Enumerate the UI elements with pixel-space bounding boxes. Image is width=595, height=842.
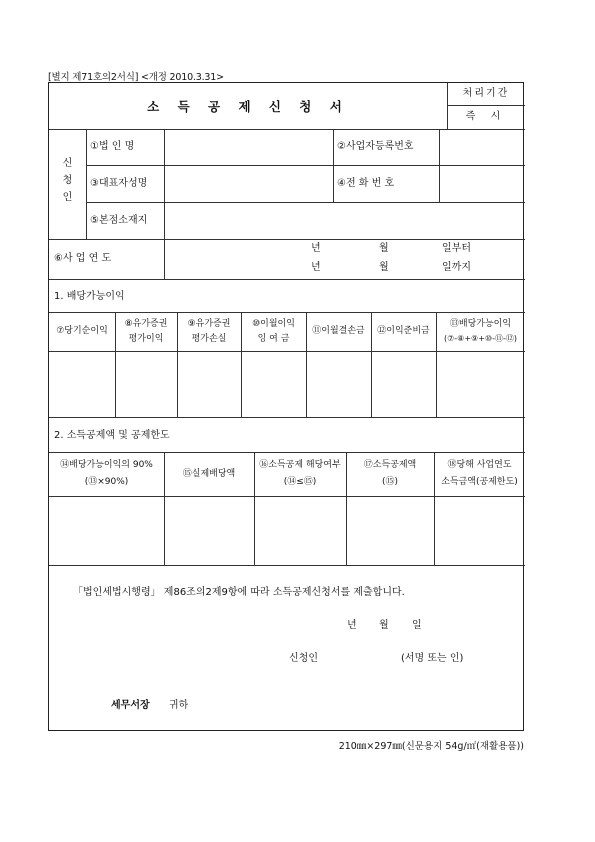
address-label: ⑤본점소재지: [90, 215, 148, 226]
phone-label: ④전 화 번 호: [337, 178, 395, 189]
tax-office-name: 세무서장: [111, 700, 150, 711]
section2-title: 2. 소득공제액 및 공제한도: [54, 430, 170, 441]
to-month: 월: [379, 262, 389, 273]
to-year: 년: [311, 262, 321, 273]
biz-reg-no-label: ②사업자등록번호: [337, 141, 414, 152]
section2-bottom-line: [49, 565, 525, 566]
from-year: 년: [311, 243, 321, 254]
s1-h-distributable-formula: (⑦-⑧+⑨+⑩-⑪-⑫): [444, 334, 517, 343]
s2-h-90pct-formula: (⑬×90%): [84, 477, 129, 487]
declaration-text: 「법인세법시행령」 제86조의2제9항에 따라 소득공제신청서를 제출합니다.: [73, 587, 405, 598]
s1-h-retained-earnings-2: 잉 여 금: [257, 334, 290, 344]
s2-h-deduction-amount: ⑰소득공제액: [363, 460, 417, 470]
applicant-row2-line: [86, 202, 525, 203]
field-label-col: [164, 129, 165, 279]
s1-h-net-income: ⑦당기순이익: [56, 326, 108, 336]
date-month: 월: [379, 620, 389, 631]
paper-spec-note: 210㎜×297㎜(신문용지 54g/㎡(재활용품)): [338, 741, 524, 752]
s1-h-securities-gain-2: 평가이익: [128, 334, 164, 344]
s1-h-legal-reserve: ⑫이익준비금: [377, 326, 430, 336]
corp-name-label: ①법 인 명: [90, 141, 135, 152]
form-number-note: [별지 제71호의2서식] <개정 2010.3.31>: [48, 72, 224, 83]
form-frame: [48, 82, 524, 731]
section2-title-line: [49, 452, 525, 453]
section2-header-line: [49, 496, 525, 497]
signature-placeholder: (서명 또는 인): [401, 653, 464, 664]
section1-bottom-line: [49, 417, 525, 418]
s2-h-income-limit-2: 소득금액(공제한도): [441, 477, 518, 487]
recipient-honorific: 귀하: [169, 700, 189, 711]
s2-h-90pct: ⑭배당가능이익의 90%: [60, 460, 153, 470]
applicant-row1-line: [86, 165, 525, 166]
s2-h-eligibility-formula: (⑭≤⑮): [283, 477, 317, 487]
s2-h-eligibility: ⑯소득공제 해당여부: [259, 460, 341, 470]
from-suffix: 일부터: [442, 243, 471, 254]
applicant-section-label: 신 청 인: [62, 158, 73, 203]
title-bottom-line: [49, 129, 525, 130]
year-bottom-line: [49, 279, 525, 280]
s1-h-carried-loss: ⑪이월결손금: [312, 326, 365, 336]
s2-h-income-limit: ⑱당해 사업연도: [447, 460, 512, 470]
applicant-bottom-line: [49, 239, 525, 240]
representative-label: ③대표자성명: [90, 178, 148, 189]
s1-h-securities-loss-2: 평가손실: [191, 334, 227, 344]
mid-col-left: [333, 129, 334, 202]
date-day: 일: [412, 620, 422, 631]
section1-title: 1. 배당가능이익: [54, 291, 125, 302]
section1-header-line: [49, 351, 525, 352]
date-year: 년: [347, 620, 357, 631]
processing-label: 처리기간: [462, 88, 510, 99]
s1-h-retained-earnings: ⑩이월이익: [252, 319, 295, 329]
s1-h-distributable: ⑬배당가능이익: [449, 319, 512, 329]
to-suffix: 일까지: [442, 262, 471, 273]
mid-col-right: [439, 129, 440, 202]
section1-title-line: [49, 312, 525, 313]
processing-divider: [447, 105, 525, 106]
s1-h-securities-loss: ⑨유가증권: [187, 319, 231, 329]
form-title: 소 득 공 제 신 청 서: [147, 99, 349, 114]
s2-h-deduction-amount-formula: (⑮): [381, 477, 399, 487]
s1-h-securities-gain: ⑧유가증권: [124, 319, 168, 329]
s2-h-actual-dividend: ⑮실제배당액: [182, 469, 236, 479]
business-year-label: ⑥사 업 연 도: [54, 253, 112, 264]
from-month: 월: [379, 243, 389, 254]
signer-label: 신청인: [289, 653, 318, 664]
processing-value: 즉 시: [465, 111, 507, 122]
applicant-label-col: [86, 129, 87, 239]
